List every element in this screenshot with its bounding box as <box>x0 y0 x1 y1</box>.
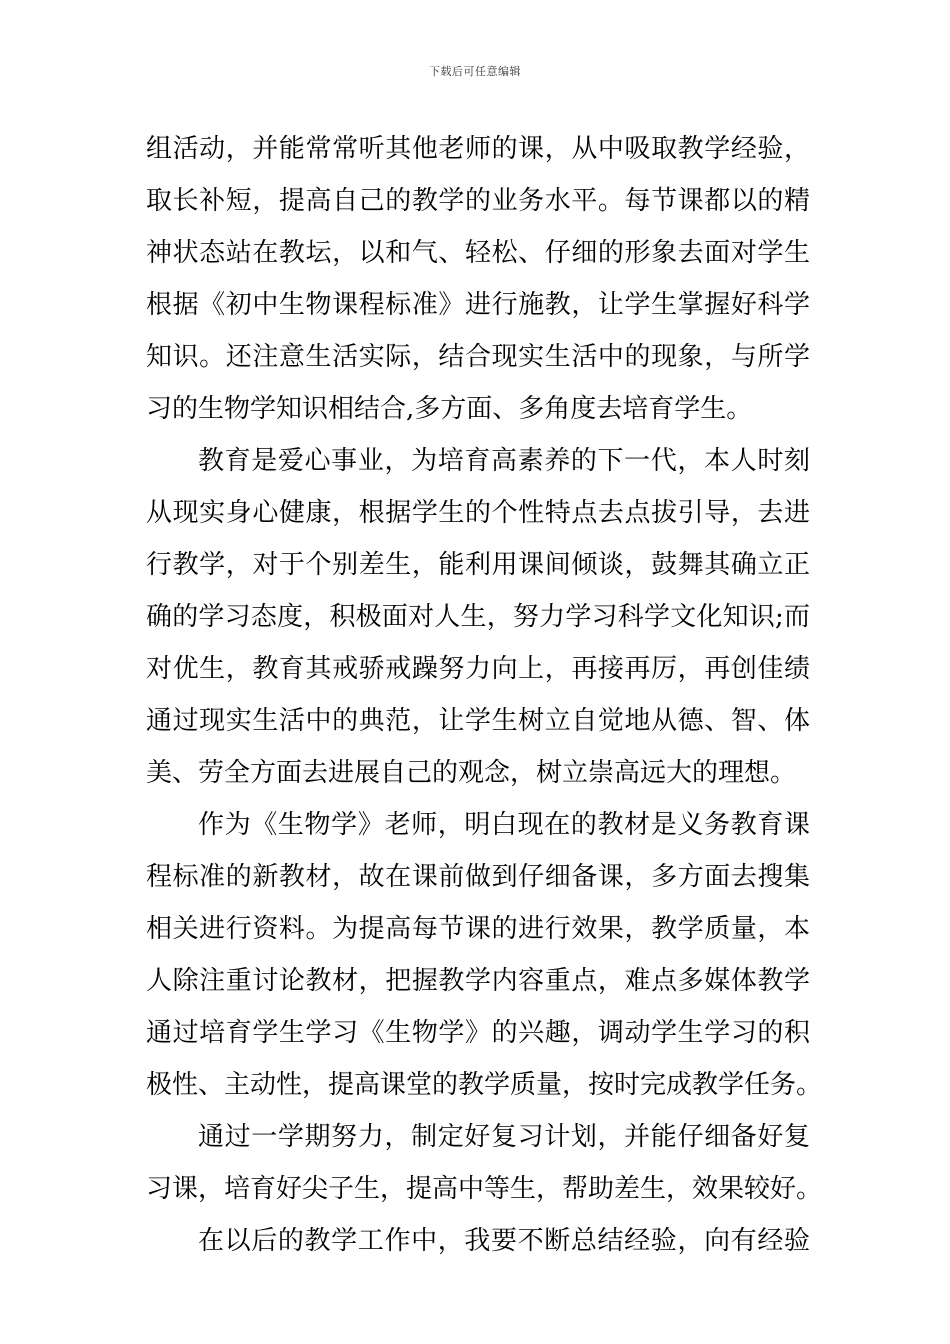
text-line: 根据《初中生物课程标准》进行施教，让学生掌握好科学 <box>146 290 810 320</box>
text-line: 行教学，对于个别差生，能利用课间倾谈，鼓舞其确立正 <box>146 550 810 580</box>
text-line: 美、劳全方面去进展自己的观念，树立崇高远大的理想。 <box>146 758 797 788</box>
text-line: 神状态站在教坛，以和气、轻松、仔细的形象去面对学生 <box>146 238 810 268</box>
paragraph-first-line: 在以后的教学工作中，我要不断总结经验，向有经验 <box>198 1226 810 1256</box>
text-line: 组活动，并能常常听其他老师的课，从中吸取教学经验， <box>146 134 810 164</box>
paragraph-first-line: 通过一学期努力，制定好复习计划，并能仔细备好复 <box>198 1122 810 1152</box>
document-body <box>146 123 823 1267</box>
text-line: 习的生物学知识相结合,多方面、多角度去培育学生。 <box>146 394 753 424</box>
text-line: 习课，培育好尖子生，提高中等生，帮助差生，效果较好。 <box>146 1174 823 1204</box>
text-line: 取长补短，提高自己的教学的业务水平。每节课都以的精 <box>146 186 810 216</box>
text-line: 从现实身心健康，根据学生的个性特点去点拔引导，去进 <box>146 498 810 528</box>
paragraph-first-line: 作为《生物学》老师，明白现在的教材是义务教育课 <box>198 810 810 840</box>
text-line: 知识。还注意生活实际，结合现实生活中的现象，与所学 <box>146 342 810 372</box>
text-line: 程标准的新教材，故在课前做到仔细备课，多方面去搜集 <box>146 862 810 892</box>
text-line: 通过现实生活中的典范，让学生树立自觉地从德、智、体 <box>146 706 810 736</box>
text-line: 对优生，教育其戒骄戒躁努力向上，再接再厉，再创佳绩 <box>146 654 810 684</box>
text-line: 通过培育学生学习《生物学》的兴趣，调动学生学习的积 <box>146 1018 810 1048</box>
text-line: 确的学习态度，积极面对人生，努力学习科学文化知识;而 <box>146 602 810 632</box>
page-header: 下载后可任意编辑 <box>429 65 521 78</box>
paragraph-first-line: 教育是爱心事业，为培育高素养的下一代，本人时刻 <box>198 446 810 476</box>
text-line: 人除注重讨论教材，把握教学内容重点，难点多媒体教学 <box>146 966 810 996</box>
text-line: 极性、主动性，提高课堂的教学质量，按时完成教学任务。 <box>146 1070 823 1100</box>
text-line: 相关进行资料。为提高每节课的进行效果，教学质量，本 <box>146 914 810 944</box>
